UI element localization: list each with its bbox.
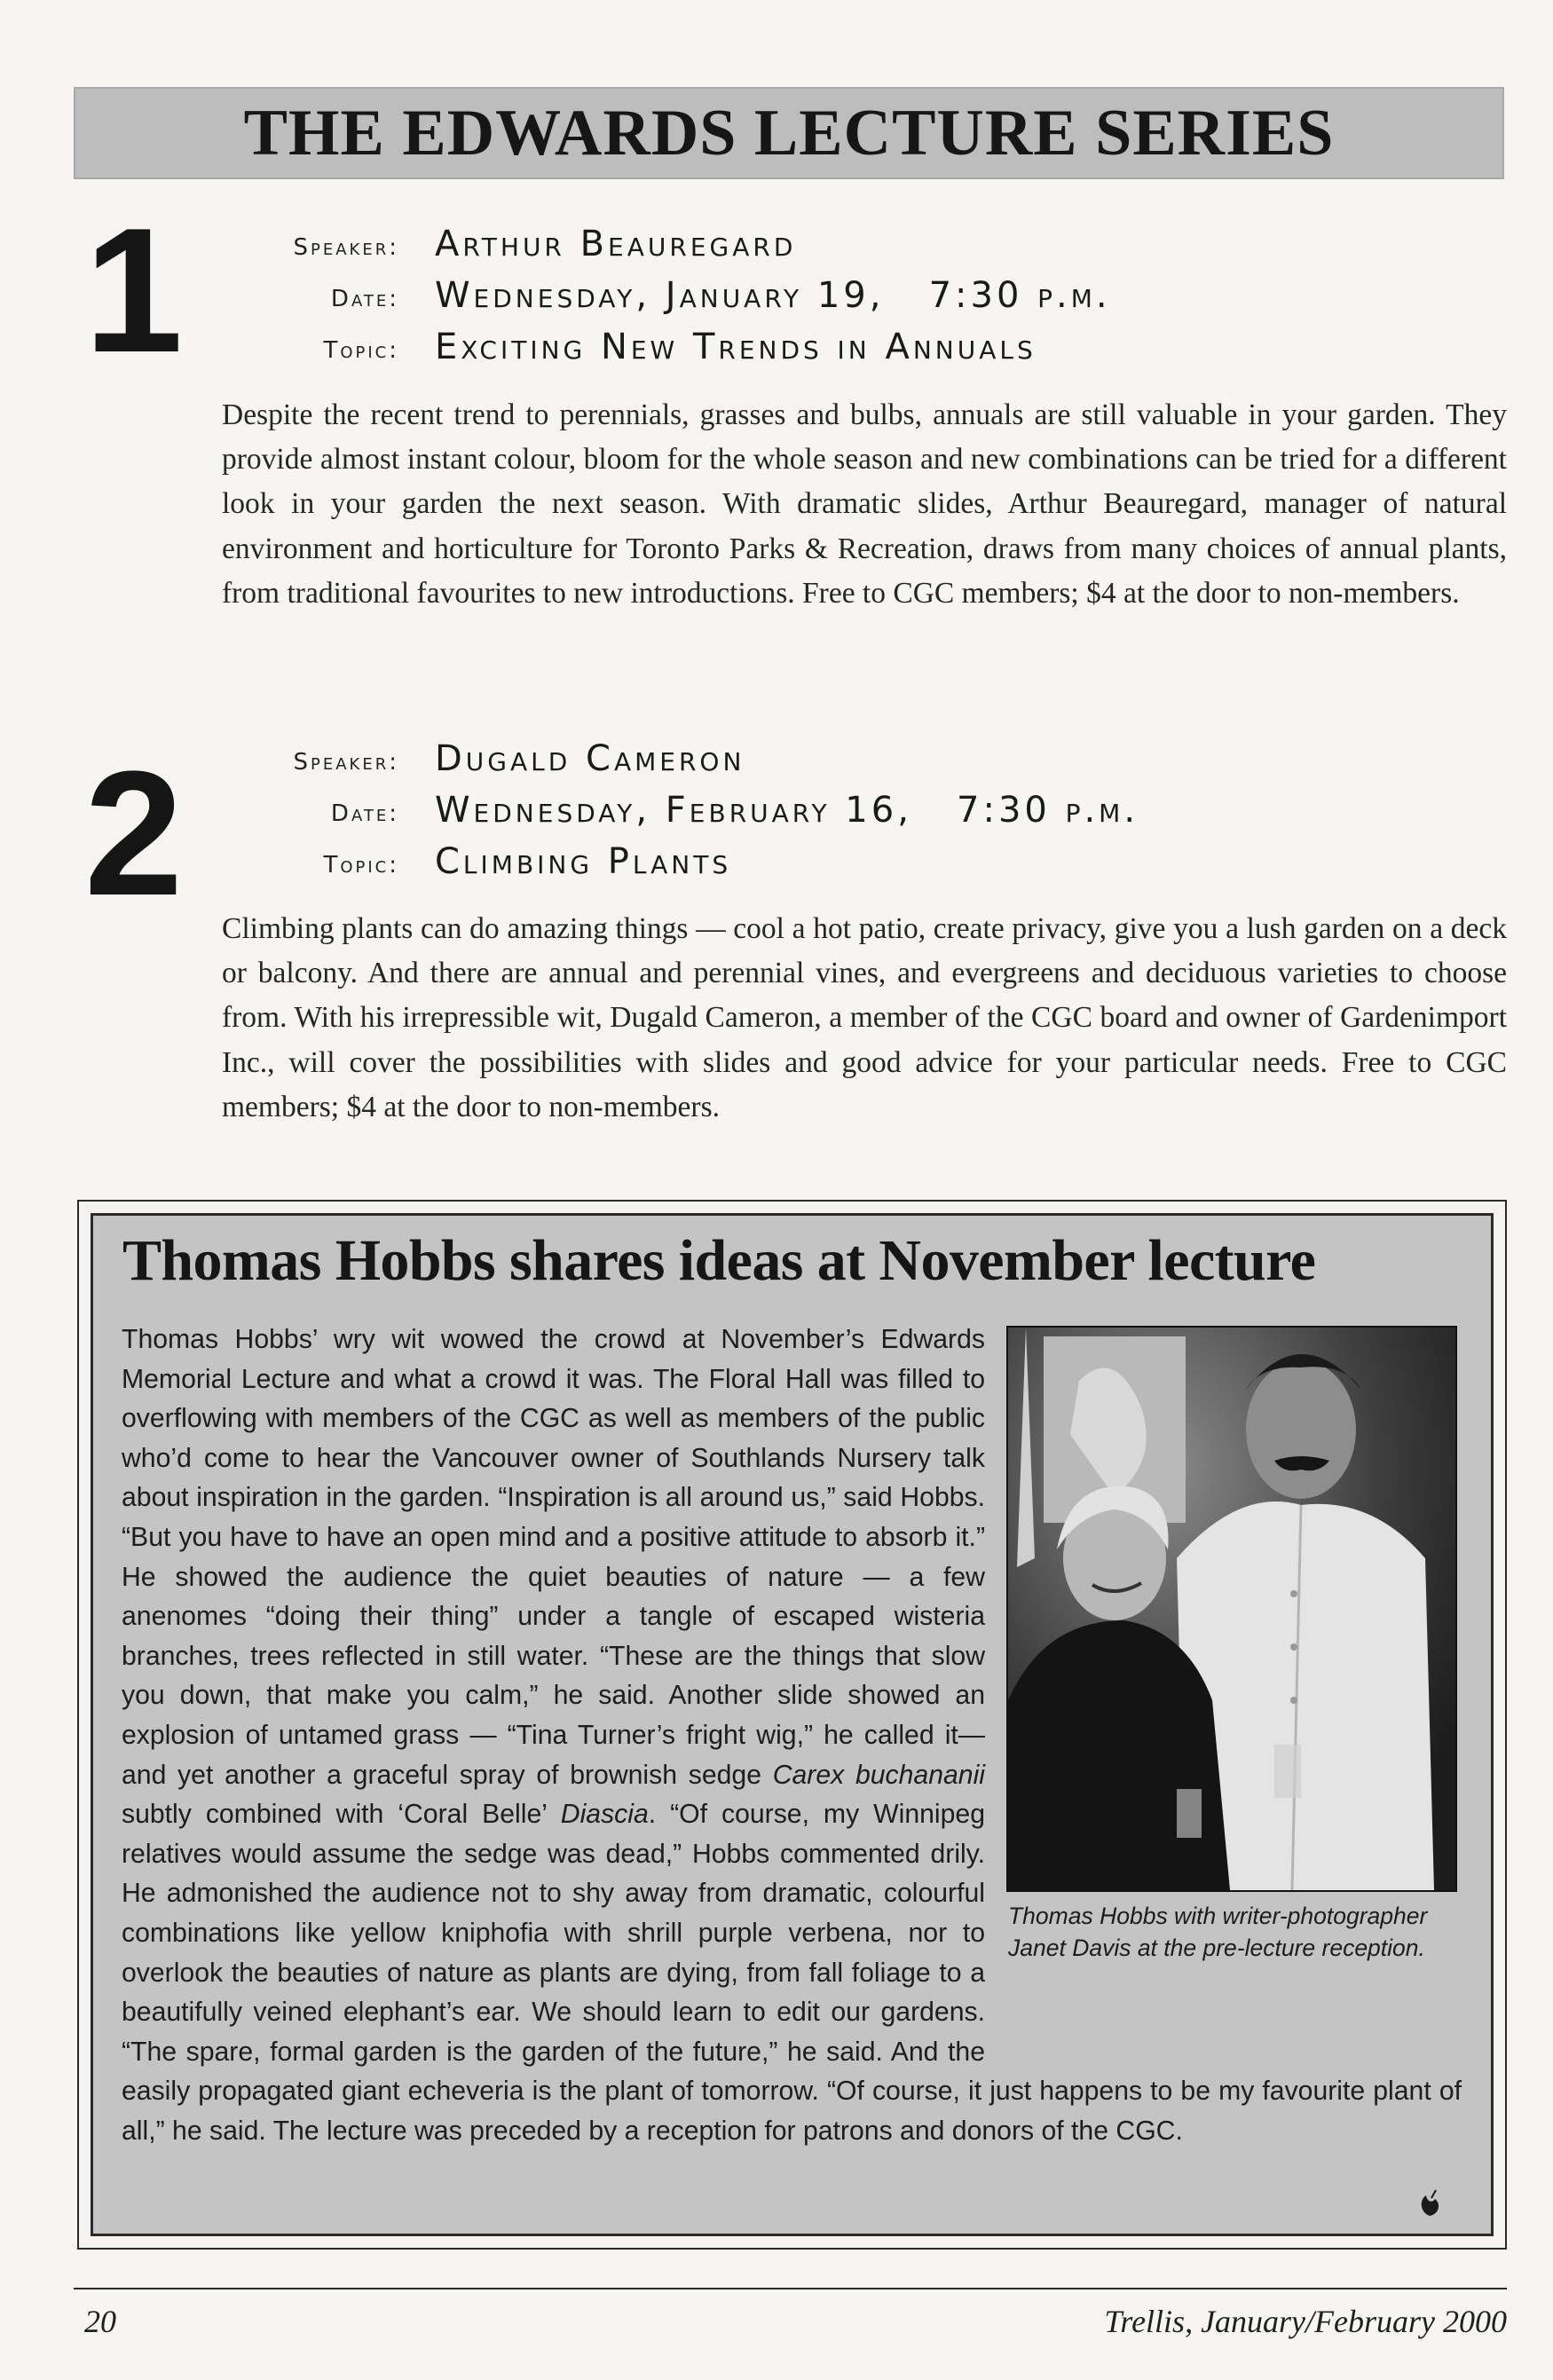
lecture-number: 1 xyxy=(84,192,184,390)
footer-rule xyxy=(74,2288,1507,2289)
photo-illustration xyxy=(1008,1328,1455,1890)
article-text: subtly combined with ‘Coral Belle’ xyxy=(122,1800,561,1830)
lecture-topic: Climbing Plants xyxy=(435,841,732,882)
article-text: . “Of course, my Winnipeg relatives would assume the sedge was dead,” Hobbs commented drily. He admonished the audience not to shy away from dramatic, colourful combinations like yellow kniphofia with shrill purple verbena, nor to overlook the beauties of nature as plants are dying, from fall foliage to a beautifully veined elephant’s ear. We should learn to edit our gardens. “The spare, formal garden is the garden of the future,” he said. And the easily propagated giant echeveria is the plant of tomorrow. “Of course, it just happens to be my favourite plant of all,” he said. The lecture was preceded by a reception for patrons and donors of the CGC. xyxy=(122,1800,1462,2146)
series-title: THE EDWARDS LECTURE SERIES xyxy=(243,96,1335,169)
speaker-label: Speaker: xyxy=(293,749,399,776)
publication-info: Trellis, January/February 2000 xyxy=(1104,2304,1507,2339)
lecture-number: 2 xyxy=(84,735,184,933)
lecture-date: Wednesday, February 16, 7:30 p.m. xyxy=(435,790,1139,831)
reception-photo xyxy=(1006,1326,1457,1892)
topic-label: Topic: xyxy=(323,852,399,879)
series-banner xyxy=(74,87,1504,179)
lecture-topic: Exciting New Trends in Annuals xyxy=(435,327,1037,367)
lecture-description: Despite the recent trend to perennials, grasses and bulbs, annuals are still valuable in your garden. They provide almost instant colour, bloom for the whole season and new combinations can be tried for a different look in your garden the next season. With dramatic slides, Arthur Beauregard, manager of natural environment and horticulture for Toronto Parks & Recreation, draws from many choices of annual plants, from traditional favourites to new introductions. Free to CGC members; $4 at the door to non-members. xyxy=(222,398,1507,610)
article-text: Thomas Hobbs’ wry wit wowed the crowd at November’s Edwards Memorial Lecture and what a crowd it was. The Floral Hall was filled to overflowing with members of the CGC as well as members of the public who’d come to hear the Vancouver owner of Southlands Nursery talk about inspiration in the garden. “Inspiration is all around us,” said Hobbs. “But you have to have an open mind and a positive attitude to absorb it.” He showed the audience the quiet beauties of nature — a few anenomes “doing their thing” under a tangle of escaped wisteria branches, trees reflected in still water. “These are the things that slow you down, that make you calm,” he said. Another slide showed an explosion of untamed grass — “Tina Turner’s fright wig,” he called it—and yet another a graceful spray of brownish sedge xyxy=(122,1325,985,1790)
date-label: Date: xyxy=(330,800,399,827)
lecture-description: Climbing plants can do amazing things — cool a hot patio, create privacy, give you a lush garden on a deck or balcony. And there are annual and perennial vines, and evergreens and deciduous varieties to choose from. With his irrepressible wit, Dugald Cameron, a member of the CGC board and owner of Gardenimport Inc., will cover the possibilities with slides and good advice for your particular needs. Free to CGC members; $4 at the door to non-members. xyxy=(222,912,1507,1123)
speaker-label: Speaker: xyxy=(293,234,399,261)
article-title: Thomas Hobbs shares ideas at November lecture xyxy=(122,1228,1316,1293)
date-label: Date: xyxy=(330,286,399,312)
genus-name: Diascia xyxy=(560,1800,649,1830)
photo-caption: Thomas Hobbs with writer-photographer Janet Davis at the pre-lecture reception. xyxy=(1008,1903,1428,1961)
speaker-name: Arthur Beauregard xyxy=(435,224,797,264)
species-name: Carex buchananii xyxy=(772,1760,985,1790)
speaker-name: Dugald Cameron xyxy=(435,738,745,779)
page-number: 20 xyxy=(84,2304,116,2339)
photo-figure xyxy=(1003,1326,1462,2036)
end-mark-icon xyxy=(1418,2189,1441,2218)
article-body xyxy=(122,1320,1462,2151)
lecture-date: Wednesday, January 19, 7:30 p.m. xyxy=(435,275,1111,316)
topic-label: Topic: xyxy=(323,337,399,364)
